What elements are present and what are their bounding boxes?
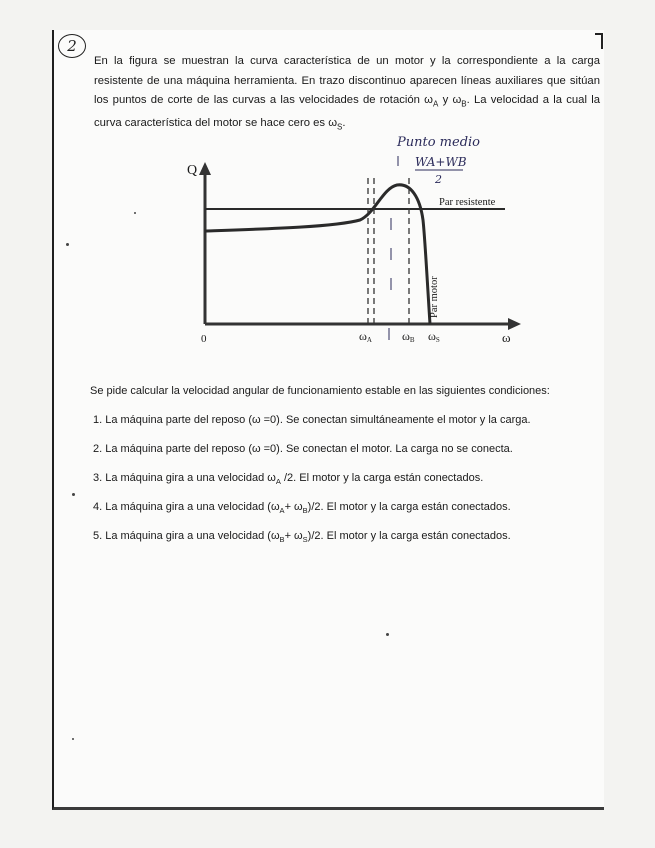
load-curve-label: Par resistente: [439, 197, 496, 208]
origin-label: 0: [201, 333, 207, 345]
condition-2: 2. La máquina parte del reposo (ω =0). Se conectan el motor. La carga no se conecta.: [93, 443, 513, 455]
question-intro: Se pide calcular la velocidad angular de funcionamiento estable en las siguientes condiciones:: [90, 385, 550, 397]
tick-omega-s: ωS: [428, 329, 440, 344]
tick-omega-a: ωA: [359, 329, 372, 344]
x-axis-arrow: [508, 318, 521, 330]
tick-omega-b: ωB: [402, 329, 415, 344]
motor-curve: [205, 185, 430, 324]
motor-curve-label: Par motor: [429, 276, 440, 318]
conditions-list: [91, 414, 601, 559]
sub-b: B: [461, 99, 467, 109]
handwritten-formula: WA+WB: [415, 155, 467, 169]
condition-4: 4. La máquina gira a una velocidad $(\omega_A+ \omega_B)/2$. El motor y la carga están conectados.: [93, 501, 511, 516]
condition-1: 1. La máquina parte del reposo (ω =0). Se conectan simultáneamente el motor y la carga.: [93, 414, 531, 426]
intro-text-1: En la figura se muestran la curva característica de un motor y la correspondiente a la carga resistente de una máquina herramienta. En trazo discontinuo aparecen líneas auxiliares que sitúan los puntos de corte de las curvas a las velocidades de rotación ω: [94, 55, 600, 107]
sub-s: S: [337, 122, 343, 132]
condition-5: 5. La máquina gira a una velocidad $(\omega_B+ \omega_S)/2$. El motor y la carga están conectados.: [93, 530, 511, 545]
problem-number: 2: [58, 34, 86, 58]
scan-speck: [134, 212, 136, 214]
x-axis-label: ω: [502, 330, 511, 345]
y-axis-label: Q: [187, 163, 198, 178]
corner-mark: [595, 33, 603, 49]
problem-statement: [94, 52, 600, 137]
scan-speck: [72, 493, 75, 496]
sub-a: A: [433, 99, 439, 109]
scan-speck: [386, 633, 389, 636]
torque-speed-figure: [175, 128, 525, 350]
intro-text-3: . La velocidad a la cual la curva característica del motor se hace cero es ω: [94, 94, 600, 130]
condition-3: 3. La máquina gira a una velocidad $\omega_A$ /2. El motor y la carga están conectados.: [93, 472, 484, 487]
intro-text-2: y ω: [438, 94, 462, 107]
handwritten-denominator: 2: [435, 173, 442, 186]
handwritten-midpoint: Punto medio: [397, 135, 481, 150]
intro-text-4: .: [342, 117, 346, 130]
scan-speck: [72, 738, 74, 740]
scan-speck: [66, 243, 69, 246]
y-axis-arrow: [199, 162, 211, 175]
